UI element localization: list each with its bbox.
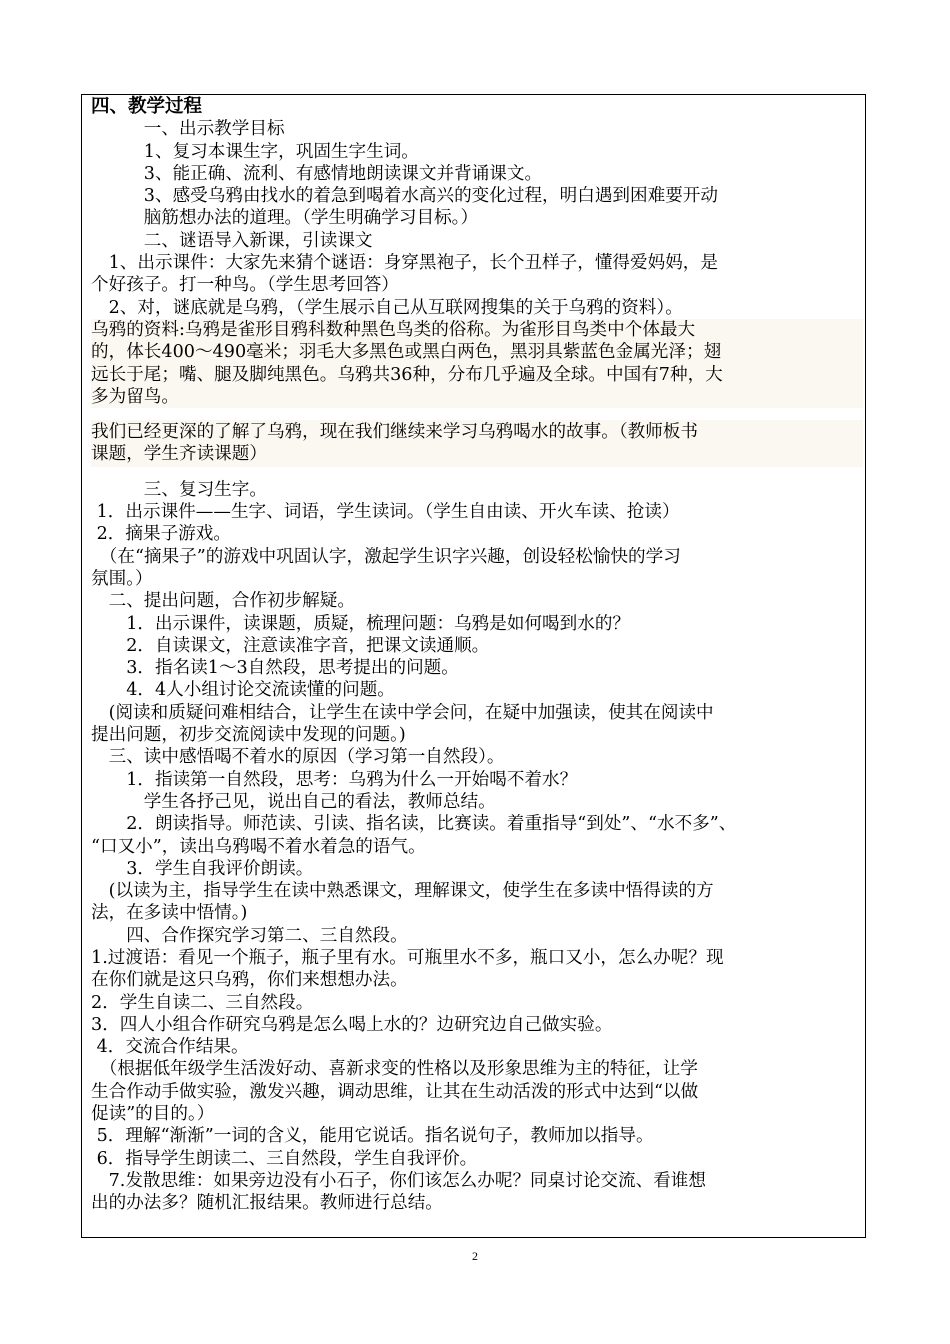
- intro-paragraphs: [91, 118, 863, 319]
- text-line: 我们已经更深的了解了乌鸦，现在我们继续来学习乌鸦喝水的故事。（教师板书: [91, 422, 698, 443]
- text-line: 远长于尾；嘴、腿及脚纯黑色。乌鸦共36种，分布几乎遍及全球。中国有7种，大: [91, 364, 723, 385]
- text-line: 2．自读课文，注意读准字音，把课文读通顺。: [91, 635, 490, 656]
- text-line: 课题，学生齐读课题）: [91, 444, 267, 465]
- text-line: （在“摘果子”的游戏中巩固认字，激起学生识字兴趣，创设轻松愉快的学习: [91, 546, 681, 567]
- text-line: 1、复习本课生字，巩固生字生词。: [91, 141, 419, 162]
- crow-info-block: [91, 319, 863, 408]
- text-line: 在你们就是这只乌鸦，你们来想想办法。: [91, 970, 408, 991]
- spacer: [91, 471, 863, 479]
- text-line: 3．学生自我评价朗读。: [91, 858, 314, 879]
- text-line: 2．摘果子游戏。: [91, 524, 231, 545]
- text-line: 4．交流合作结果。: [91, 1037, 249, 1058]
- text-line: (阅读和质疑问难相结合，让学生在读中学会问，在疑中加强读，使其在阅读中: [91, 702, 714, 723]
- text-line: 提出问题，初步交流阅读中发现的问题。): [91, 725, 406, 746]
- text-line: 氛围。）: [91, 568, 153, 589]
- text-line: 个好孩子。打一种鸟。（学生思考回答）: [91, 275, 399, 296]
- text-line: 1.过渡语：看见一个瓶子，瓶子里有水。可瓶里水不多，瓶口又小，怎么办呢？现: [91, 947, 724, 968]
- text-line: 3．四人小组合作研究乌鸦是怎么喝上水的？边研究边自己做实验。: [91, 1014, 613, 1035]
- text-line: “口又小”，读出乌鸦喝不着水着急的语气。: [91, 836, 426, 857]
- transition-block: [91, 420, 863, 467]
- text-line: 生合作动手做实验，激发兴趣，调动思维，让其在生动活泼的形式中达到“以做: [91, 1081, 699, 1102]
- text-line: 的，体长400～490毫米；羽毛大多黑色或黑白两色，黑羽具紫蓝色金属光泽；翅: [91, 342, 722, 363]
- text-line: 一、出示教学目标: [91, 119, 285, 140]
- text-line: 1．指读第一自然段，思考：乌鸦为什么一开始喝不着水？: [91, 769, 578, 790]
- page-number: 2: [472, 1249, 478, 1263]
- text-line: 三、读中感悟喝不着水的原因（学习第一自然段）。: [91, 747, 505, 768]
- text-line: 1．出示课件——生字、词语，学生读词。（学生自由读、开火车读、抢读）: [91, 502, 680, 523]
- text-line: 二、谜语导入新课，引读课文: [91, 230, 373, 251]
- text-line: 乌鸦的资料:乌鸦是雀形目鸦科数种黑色鸟类的俗称。为雀形目鸟类中个体最大: [91, 319, 696, 340]
- text-line: 二、提出问题，合作初步解疑。: [91, 591, 355, 612]
- text-line: （根据低年级学生活泼好动、喜新求变的性格以及形象思维为主的特征，让学: [91, 1059, 698, 1080]
- text-line: 3．指名读1～3自然段，思考提出的问题。: [91, 658, 459, 679]
- text-line: 5．理解“渐渐”一词的含义，能用它说话。指名说句子，教师加以指导。: [91, 1126, 654, 1147]
- lesson-content: [91, 96, 863, 1215]
- text-line: (以读为主，指导学生在读中熟悉课文，理解课文，使学生在多读中悟得读的方: [91, 881, 714, 902]
- text-line: 4．4人小组讨论交流读懂的问题。: [91, 680, 395, 701]
- process-paragraphs: [91, 479, 863, 1215]
- text-line: 2、对，谜底就是乌鸦，（学生展示自己从互联网搜集的关于乌鸦的资料）。: [91, 297, 683, 318]
- text-line: 四、合作探究学习第二、三自然段。: [91, 925, 408, 946]
- text-line: 2．学生自读二、三自然段。: [91, 992, 314, 1013]
- text-line: 脑筋想办法的道理。（学生明确学习目标。）: [91, 208, 479, 229]
- text-line: 6．指导学生朗读二、三自然段，学生自我评价。: [91, 1148, 478, 1169]
- text-line: 三、复习生字。: [91, 479, 267, 500]
- section-title: 四、教学过程: [91, 96, 203, 117]
- text-line: 多为留鸟。: [91, 386, 179, 407]
- text-line: 法，在多读中悟情。): [91, 903, 248, 924]
- text-line: 7.发散思维：如果旁边没有小石子，你们该怎么办呢？同桌讨论交流、看谁想: [91, 1170, 706, 1191]
- text-line: 促读”的目的。）: [91, 1104, 215, 1125]
- text-line: 3、能正确、流利、有感情地朗读课文并背诵课文。: [91, 163, 543, 184]
- text-line: 2．朗读指导。师范读、引读、指名读，比赛读。着重指导“到处”、“水不多”、: [91, 814, 737, 835]
- text-line: 1、出示课件：大家先来猜个谜语：身穿黑袍子，长个丑样子，懂得爱妈妈，是: [91, 253, 718, 274]
- spacer: [91, 408, 863, 416]
- text-line: 1．出示课件，读课题，质疑，梳理问题：乌鸦是如何喝到水的？: [91, 613, 631, 634]
- text-line: 3、感受乌鸦由找水的着急到喝着水高兴的变化过程，明白遇到困难要开动: [91, 186, 718, 207]
- text-line: 出的办法多？随机汇报结果。教师进行总结。: [91, 1193, 443, 1214]
- text-line: 学生各抒己见，说出自己的看法，教师总结。: [91, 791, 496, 812]
